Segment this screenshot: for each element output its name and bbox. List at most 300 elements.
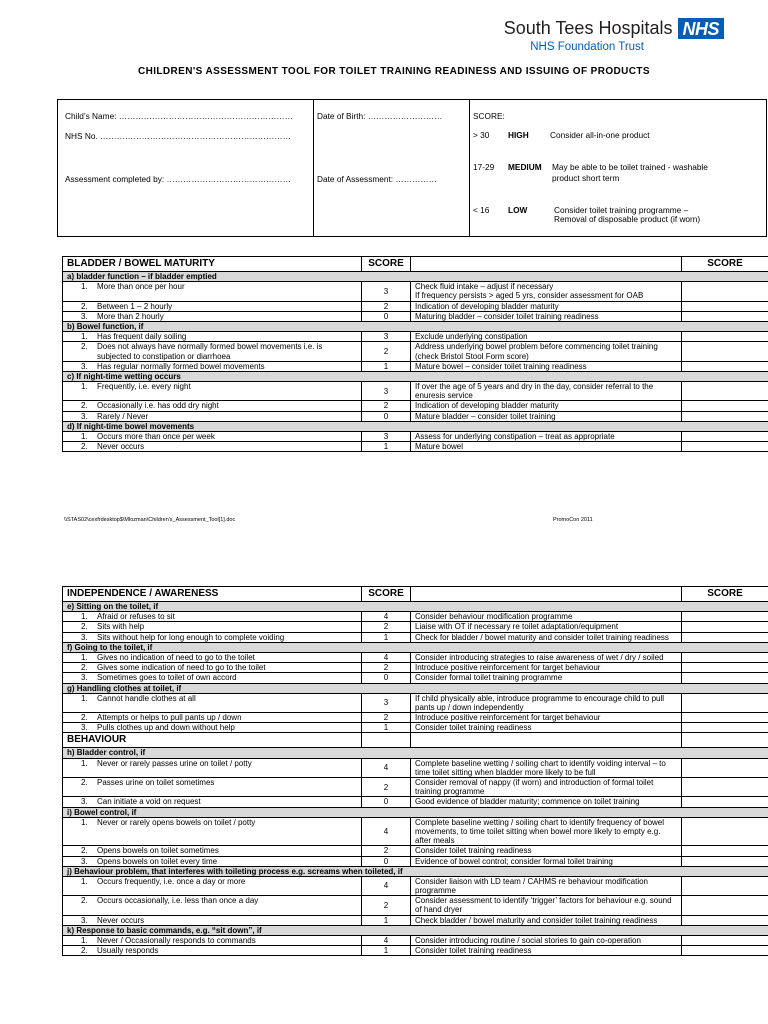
criterion-text: Pulls clothes up and down without help (97, 723, 235, 733)
criterion-item (81, 759, 357, 768)
score-entry-cell[interactable] (682, 936, 768, 946)
criterion-text: More than once per hour (97, 282, 185, 292)
criterion-number: 3. (81, 797, 88, 807)
medium-label: MEDIUM (508, 162, 542, 172)
criterion-score: 1 (362, 361, 411, 371)
table-row (63, 382, 768, 401)
recommended-action: Maturing bladder – consider toilet training readiness (411, 311, 682, 321)
criterion-cell (63, 846, 362, 856)
criterion-item (81, 723, 357, 732)
score-entry-cell[interactable] (682, 632, 768, 642)
recommended-action: Consider removal of nappy (if worn) and introduction of formal toilet training programme (411, 778, 682, 797)
empty-cell (362, 733, 411, 748)
criterion-score: 4 (362, 876, 411, 895)
criterion-text: Between 1 – 2 hourly (97, 301, 173, 311)
table-row (63, 442, 768, 452)
table-row (63, 663, 768, 673)
criterion-score: 2 (362, 896, 411, 915)
section-title: e) Sitting on the toilet, if (63, 602, 768, 612)
child-name-field[interactable]: Child’s Name: ……………………………………………………… (65, 111, 294, 121)
trust-logo (504, 18, 724, 53)
nhs-logo-icon: NHS (678, 18, 724, 39)
criterion-score: 3 (362, 332, 411, 342)
table-row (63, 713, 768, 723)
criterion-item (81, 362, 357, 371)
criterion-cell (63, 876, 362, 895)
score-entry-cell[interactable] (682, 876, 768, 895)
date-of-assessment-field[interactable]: Date of Assessment: …………… (317, 174, 437, 184)
criterion-cell (63, 758, 362, 777)
criterion-number: 1. (81, 936, 88, 945)
score-entry-cell[interactable] (682, 817, 768, 846)
score-entry-cell[interactable] (682, 332, 768, 342)
criterion-item (81, 663, 357, 672)
criterion-item (81, 622, 357, 631)
criterion-text: Frequently, i.e. every night (97, 382, 191, 392)
table-row (63, 342, 768, 361)
table-row (63, 411, 768, 421)
criterion-text: Opens bowels on toilet every time (97, 856, 218, 866)
criterion-score: 2 (362, 778, 411, 797)
criterion-number: 3. (81, 361, 88, 371)
criterion-score: 1 (362, 946, 411, 956)
criterion-score: 4 (362, 936, 411, 946)
table-row (63, 282, 768, 301)
criterion-item (81, 778, 357, 787)
criterion-score: 3 (362, 282, 411, 301)
criterion-text: Has frequent daily soiling (97, 332, 187, 342)
criterion-number: 1. (81, 612, 88, 622)
criterion-item (81, 797, 357, 806)
score-entry-cell[interactable] (682, 693, 768, 712)
recommended-action: If over the age of 5 years and dry in the day, consider referral to the enuresis service (411, 382, 682, 401)
score-entry-cell[interactable] (682, 411, 768, 421)
section-title-row (63, 421, 768, 431)
score-column-header: SCORE (362, 587, 411, 602)
table-row (63, 311, 768, 321)
criterion-number: 2. (81, 442, 88, 452)
recommended-action: Mature bowel (411, 442, 682, 452)
section-title-row (63, 925, 768, 935)
recommended-action: Consider toilet training readiness (411, 723, 682, 733)
score-entry-cell[interactable] (682, 401, 768, 411)
criterion-number: 3. (81, 673, 88, 683)
criterion-number: 2. (81, 946, 88, 956)
table-row (63, 797, 768, 807)
document-title: CHILDREN'S ASSESSMENT TOOL FOR TOILET TRAINING READINESS AND ISSUING OF PRODUCTS (137, 66, 650, 77)
criterion-cell (63, 663, 362, 673)
criterion-item (81, 401, 357, 410)
score-entry-cell[interactable] (682, 896, 768, 915)
criterion-item (81, 946, 357, 955)
criterion-number: 2. (81, 401, 88, 411)
criterion-cell (63, 361, 362, 371)
recommended-action: Consider toilet training readiness (411, 946, 682, 956)
criterion-item (81, 673, 357, 682)
medium-text-line2: product short term (552, 173, 620, 183)
criterion-cell (63, 632, 362, 642)
criterion-cell (63, 693, 362, 712)
recommended-action: Introduce positive reinforcement for target behaviour (411, 713, 682, 723)
recommended-action: Mature bladder – consider toilet training (411, 411, 682, 421)
criterion-cell (63, 936, 362, 946)
criterion-number: 3. (81, 632, 88, 642)
section-title-row (63, 866, 768, 876)
score-entry-cell[interactable] (682, 758, 768, 777)
criterion-number: 1. (81, 876, 88, 886)
criterion-cell (63, 713, 362, 723)
section-title: d) If night-time bowel movements (63, 421, 768, 431)
recommended-action: Check for bladder / bowel maturity and consider toilet training readiness (411, 632, 682, 642)
criterion-text: More than 2 hourly (97, 311, 164, 321)
criterion-text: Never occurs (97, 442, 145, 452)
nhs-number-field[interactable]: NHS No. …………………………………………………………… (65, 131, 291, 141)
recommended-action: Evidence of bowel control; consider formal toilet training (411, 856, 682, 866)
criterion-number: 2. (81, 778, 88, 787)
criterion-text: Passes urine on toilet sometimes (97, 778, 215, 787)
section-title: c) If night-time wetting occurs (63, 371, 768, 381)
table-row (63, 693, 768, 712)
table-row (63, 612, 768, 622)
section-title: b) Bowel function, if (63, 321, 768, 331)
criterion-item (81, 694, 357, 703)
action-column-header (411, 587, 682, 602)
criterion-text: Usually responds (97, 946, 159, 956)
score-entry-cell[interactable] (682, 612, 768, 622)
score-entry-cell[interactable] (682, 382, 768, 401)
criterion-item (81, 382, 357, 391)
criterion-score: 2 (362, 401, 411, 411)
score-column-header: SCORE (682, 587, 768, 602)
criterion-number: 1. (81, 693, 88, 703)
criterion-text: Never or rarely passes urine on toilet / potty (97, 758, 252, 768)
criterion-number: 1. (81, 432, 88, 441)
criterion-score: 2 (362, 713, 411, 723)
criterion-cell (63, 946, 362, 956)
criterion-number: 1. (81, 332, 88, 342)
section-title: a) bladder function – if bladder emptied (63, 272, 768, 282)
criterion-score: 3 (362, 382, 411, 401)
section-title-row (63, 748, 768, 758)
criterion-item (81, 857, 357, 866)
criterion-number: 2. (81, 896, 88, 906)
table-row (63, 758, 768, 777)
criterion-number: 3. (81, 411, 88, 421)
criterion-text: Cannot handle clothes at all (97, 693, 196, 703)
score-entry-cell[interactable] (682, 361, 768, 371)
section-heading: INDEPENDENCE / AWARENESS (63, 587, 362, 602)
criterion-score: 2 (362, 846, 411, 856)
criterion-number: 1. (81, 382, 88, 392)
criterion-cell (63, 723, 362, 733)
score-entry-cell[interactable] (682, 622, 768, 632)
score-entry-cell[interactable] (682, 282, 768, 301)
recommended-action: Exclude underlying constipation (411, 332, 682, 342)
criterion-score: 1 (362, 632, 411, 642)
criterion-text: Occurs occasionally, i.e. less than once a day (97, 896, 259, 906)
behaviour-heading: BEHAVIOUR (63, 733, 362, 748)
independence-behaviour-table (62, 586, 768, 956)
criterion-text: Has regular normally formed bowel movements (97, 361, 265, 371)
criterion-item (81, 302, 357, 311)
recommended-action: Consider behaviour modification programme (411, 612, 682, 622)
table-row (63, 896, 768, 915)
score-entry-cell[interactable] (682, 342, 768, 361)
section-title-row (63, 371, 768, 381)
criterion-number: 2. (81, 663, 88, 673)
recommended-action: Indication of developing bladder maturity (411, 301, 682, 311)
section-title-row (63, 602, 768, 612)
table-row (63, 936, 768, 946)
table-row (63, 432, 768, 442)
criterion-text: Never / Occasionally responds to commands (97, 936, 256, 945)
high-text: Consider all-in-one product (550, 130, 650, 140)
criterion-text: Opens bowels on toilet sometimes (97, 846, 219, 856)
recommended-action: Consider liaison with LD team / CAHMS re behaviour modification programme (411, 876, 682, 895)
criterion-cell (63, 401, 362, 411)
criterion-number: 3. (81, 723, 88, 733)
criterion-score: 2 (362, 663, 411, 673)
score-entry-cell[interactable] (682, 856, 768, 866)
criterion-score: 4 (362, 758, 411, 777)
criterion-text: Sits with help (97, 622, 145, 632)
criterion-number: 2. (81, 342, 88, 352)
criterion-item (81, 936, 357, 945)
criterion-text: Sits without help for long enough to complete voiding (97, 632, 285, 642)
criterion-text: Can initiate a void on request (97, 797, 201, 807)
score-column-header: SCORE (682, 257, 768, 272)
criterion-number: 3. (81, 856, 88, 866)
criterion-item (81, 713, 357, 722)
section-title-row (63, 807, 768, 817)
recommended-action: Consider introducing routine / social stories to gain co-operation (411, 936, 682, 946)
criterion-score: 4 (362, 652, 411, 662)
table-row (63, 856, 768, 866)
criterion-number: 3. (81, 311, 88, 321)
empty-cell (411, 733, 682, 748)
criterion-item (81, 877, 357, 886)
score-entry-cell[interactable] (682, 797, 768, 807)
criterion-cell (63, 432, 362, 442)
low-text-line1: Consider toilet training programme – (554, 205, 689, 215)
criterion-number: 1. (81, 817, 88, 827)
criterion-cell (63, 673, 362, 683)
score-entry-cell[interactable] (682, 946, 768, 956)
table-row (63, 817, 768, 846)
score-entry-cell[interactable] (682, 301, 768, 311)
table-row (63, 361, 768, 371)
score-column-header: SCORE (362, 257, 411, 272)
recommended-action: Complete baseline wetting / soiling chart to identify frequency of bowel movements, to time toilet sitting when bowel more likely to empty e.g. after meals (411, 817, 682, 846)
criterion-number: 2. (81, 301, 88, 311)
criterion-score: 1 (362, 442, 411, 452)
low-label: LOW (508, 205, 528, 215)
criterion-item (81, 818, 357, 827)
criterion-item (81, 653, 357, 662)
score-entry-cell[interactable] (682, 442, 768, 452)
score-entry-cell[interactable] (682, 673, 768, 683)
criterion-score: 1 (362, 723, 411, 733)
score-entry-cell[interactable] (682, 778, 768, 797)
footer-reference: PromoCon 2011 (553, 517, 593, 523)
criterion-item (81, 312, 357, 321)
criterion-text: Occurs frequently, i.e. once a day or more (97, 876, 246, 886)
criterion-score: 3 (362, 693, 411, 712)
criterion-item (81, 846, 357, 855)
recommended-action: Introduce positive reinforcement for target behaviour (411, 663, 682, 673)
criterion-text: Does not always have normally formed bowel movements i.e. is subjected to constipation or diarrhoea (97, 342, 323, 361)
section-title: k) Response to basic commands, e.g. “sit down”, if (63, 925, 768, 935)
section-title: g) Handling clothes at toilet, if (63, 683, 768, 693)
criterion-cell (63, 817, 362, 846)
criterion-cell (63, 778, 362, 797)
assessment-completed-by-field[interactable]: Assessment completed by: ……………………………………… (65, 174, 291, 184)
section-title: h) Bladder control, if (63, 748, 768, 758)
criterion-number: 2. (81, 622, 88, 632)
empty-cell (682, 733, 768, 748)
criterion-score: 0 (362, 856, 411, 866)
criterion-number: 2. (81, 713, 88, 723)
section-title-row (63, 642, 768, 652)
table-row (63, 673, 768, 683)
trust-name: South Tees Hospitals (503, 18, 673, 38)
criterion-score: 2 (362, 622, 411, 632)
recommended-action: Mature bowel – consider toilet training readiness (411, 361, 682, 371)
criterion-text: Never occurs (97, 915, 145, 925)
recommended-action: Consider formal toilet training programme (411, 673, 682, 683)
table-row (63, 632, 768, 642)
table-row (63, 915, 768, 925)
criterion-text: Never or rarely opens bowels on toilet / potty (97, 817, 256, 827)
recommended-action: Consider assessment to identify ‘trigger’ factors for behaviour e.g. sound of hand dryer (411, 896, 682, 915)
recommended-action: Liaise with OT if necessary re toilet adaptation/equipment (411, 622, 682, 632)
score-entry-cell[interactable] (682, 915, 768, 925)
criterion-score: 3 (362, 432, 411, 442)
section-title: i) Bowel control, if (63, 807, 768, 817)
table-header-row (63, 587, 768, 602)
criterion-text: Attempts or helps to pull pants up / down (97, 713, 242, 723)
table-row (63, 401, 768, 411)
criterion-score: 1 (362, 915, 411, 925)
criterion-text: Occurs more than once per week (97, 432, 215, 441)
criterion-item (81, 442, 357, 451)
low-range: < 16 (473, 205, 490, 215)
bladder-bowel-maturity-table (62, 256, 768, 452)
criterion-text: Afraid or refuses to sit (97, 612, 175, 622)
criterion-cell (63, 411, 362, 421)
recommended-action: Complete baseline wetting / soiling chart to identify voiding interval – to time toilet sitting when bladder more likely to be full (411, 758, 682, 777)
recommended-action: Assess for underlying constipation – treat as appropriate (411, 432, 682, 442)
recommended-action: Consider introducing strategies to raise awareness of wet / dry / soiled (411, 652, 682, 662)
recommended-action: Check bladder / bowel maturity and consider toilet training readiness (411, 915, 682, 925)
criterion-item (81, 612, 357, 621)
score-entry-cell[interactable] (682, 723, 768, 733)
recommended-action: Indication of developing bladder maturity (411, 401, 682, 411)
criterion-cell (63, 797, 362, 807)
low-text-line2: Removal of disposable product (if worn) (554, 214, 701, 224)
score-entry-cell[interactable] (682, 311, 768, 321)
table-row (63, 652, 768, 662)
action-column-header (411, 257, 682, 272)
criterion-item (81, 432, 357, 441)
medium-text-line1: May be able to be toilet trained - washable (552, 162, 708, 172)
criterion-item (81, 282, 357, 291)
section-title: j) Behaviour problem, that interferes with toileting process e.g. screams when toileted, if (63, 866, 768, 876)
criterion-cell (63, 896, 362, 915)
recommended-action: Check fluid intake – adjust if necessary If frequency persists > aged 5 yrs, consider assessment for OAB (411, 282, 682, 301)
section-title-row (63, 321, 768, 331)
criterion-number: 1. (81, 652, 88, 662)
criterion-number: 2. (81, 846, 88, 856)
section-title-row (63, 683, 768, 693)
criterion-item (81, 896, 357, 905)
score-entry-cell[interactable] (682, 713, 768, 723)
medium-range: 17-29 (473, 162, 495, 172)
criterion-cell (63, 442, 362, 452)
table-row (63, 846, 768, 856)
criterion-cell (63, 332, 362, 342)
score-field-label: SCORE: (473, 111, 505, 121)
criterion-score: 0 (362, 673, 411, 683)
table-row (63, 622, 768, 632)
behaviour-heading-row (63, 733, 768, 748)
criterion-item (81, 412, 357, 421)
table-row (63, 301, 768, 311)
criterion-score: 2 (362, 342, 411, 361)
criterion-cell (63, 612, 362, 622)
table-header-row (63, 257, 768, 272)
criterion-cell (63, 622, 362, 632)
score-entry-cell[interactable] (682, 432, 768, 442)
high-label: HIGH (508, 130, 529, 140)
criterion-cell (63, 342, 362, 361)
criterion-text: Gives no indication of need to go to the toilet (97, 652, 255, 662)
criterion-number: 1. (81, 758, 88, 768)
criterion-cell (63, 915, 362, 925)
criterion-item (81, 342, 357, 360)
criterion-item (81, 332, 357, 341)
criterion-text: Sometimes goes to toilet of own accord (97, 673, 237, 683)
table-row (63, 723, 768, 733)
criterion-score: 2 (362, 301, 411, 311)
criterion-item (81, 633, 357, 642)
criterion-score: 0 (362, 411, 411, 421)
section-title-row (63, 272, 768, 282)
high-range: > 30 (473, 130, 490, 140)
criterion-text: Gives some indication of need to go to the toilet (97, 663, 266, 673)
criterion-cell (63, 311, 362, 321)
table-row (63, 332, 768, 342)
score-entry-cell[interactable] (682, 652, 768, 662)
date-of-birth-field[interactable]: Date of Birth: ……………………… (317, 111, 443, 121)
criterion-text: Occasionally i.e. has odd dry night (97, 401, 219, 411)
criterion-cell (63, 856, 362, 866)
score-entry-cell[interactable] (682, 846, 768, 856)
recommended-action: If child physically able, introduce programme to encourage child to pull pants up / down independently (411, 693, 682, 712)
criterion-cell (63, 301, 362, 311)
criterion-score: 0 (362, 311, 411, 321)
criterion-item (81, 916, 357, 925)
criterion-cell (63, 652, 362, 662)
criterion-score: 4 (362, 612, 411, 622)
table-row (63, 946, 768, 956)
criterion-number: 3. (81, 915, 88, 925)
criterion-number: 1. (81, 282, 88, 292)
criterion-score: 0 (362, 797, 411, 807)
criterion-cell (63, 282, 362, 301)
recommended-action: Address underlying bowel problem before commencing toilet training (check Bristol Stool Form score) (411, 342, 682, 361)
score-entry-cell[interactable] (682, 663, 768, 673)
